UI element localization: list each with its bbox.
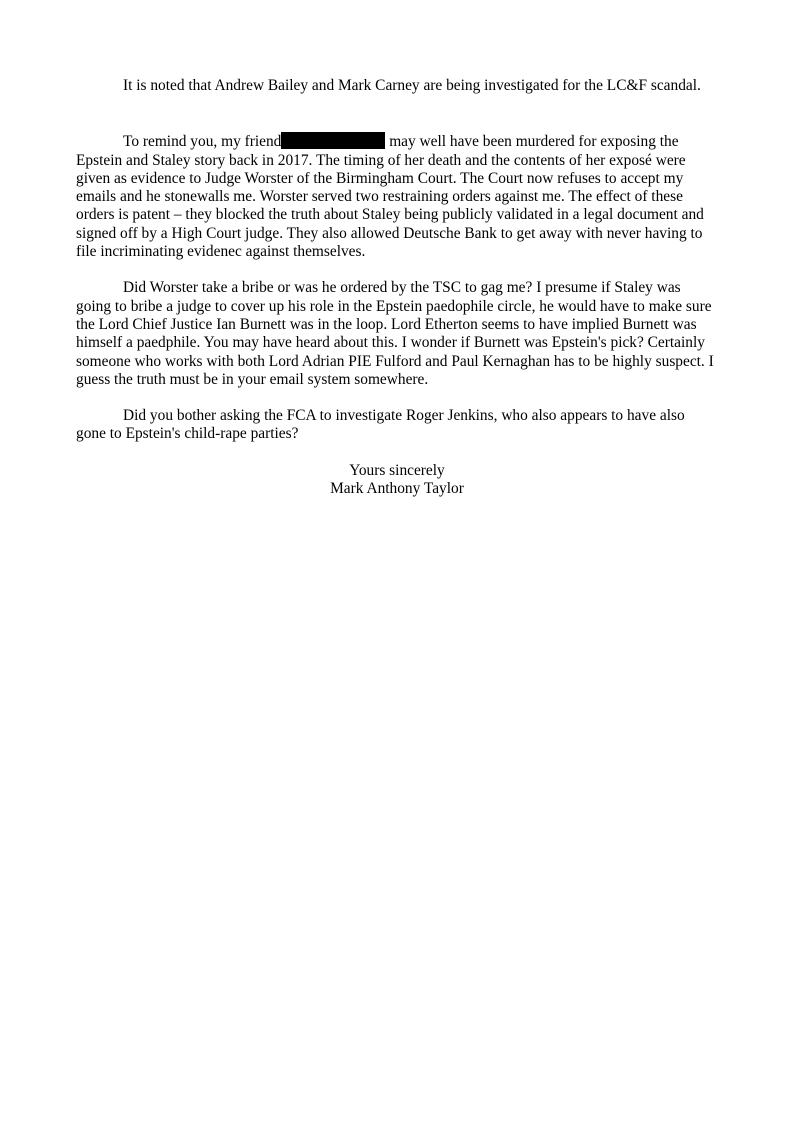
letter-page — [76, 77, 718, 498]
paragraph-remind-friend-start: To remind you, my friend — [123, 133, 282, 151]
closing-block — [76, 462, 718, 499]
paragraph-spacer — [76, 389, 718, 407]
paragraph-remind-friend-rest: may well have been murdered for exposing the Epstein and Staley story back in 2017. The timing of her death and the contents of her exposé were given as evidence to Judge Worster of the Birmingham Court. The Court now refuses to accept my emails and he stonewalls me. Worster served two restraining orders against me. The effect of these orders is patent – they blocked the truth about Staley being publicly validated in a legal document and signed off by a High Court judge. They also allowed Deutsche Bank to get away with never having to file incriminating evidenec against themselves. — [76, 133, 704, 261]
signature-name: Mark Anthony Taylor — [330, 480, 464, 498]
redaction-bar — [281, 132, 385, 149]
closing-salutation: Yours sincerely — [349, 461, 445, 479]
paragraph-fca-jenkins: Did you bother asking the FCA to investigate Roger Jenkins, who also appears to have also gone to Epstein's child-rape parties? — [76, 407, 685, 443]
paragraph-remind-friend — [76, 132, 718, 261]
paragraph-worster-bribe: Did Worster take a bribe or was he ordered by the TSC to gag me? I presume if Staley was going to bribe a judge to cover up his role in the Epstein paedophile circle, he would have to make sure the Lord Chief Justice Ian Burnett was in the loop. Lord Etherton seems to have implied Burnett was himself a paedphile. You may have heard about this. I wonder if Burnett was Epstein's pick? Certainly someone who works with both Lord Adrian PIE Fulford and Paul Kernaghan has to be highly suspect. I guess the truth must be in your email system somewhere. — [76, 279, 714, 388]
paragraph-lcf-scandal: It is noted that Andrew Bailey and Mark Carney are being investigated for the LC&F scandal. — [123, 77, 701, 94]
paragraph-spacer — [76, 95, 718, 132]
paragraph-spacer — [76, 261, 718, 279]
